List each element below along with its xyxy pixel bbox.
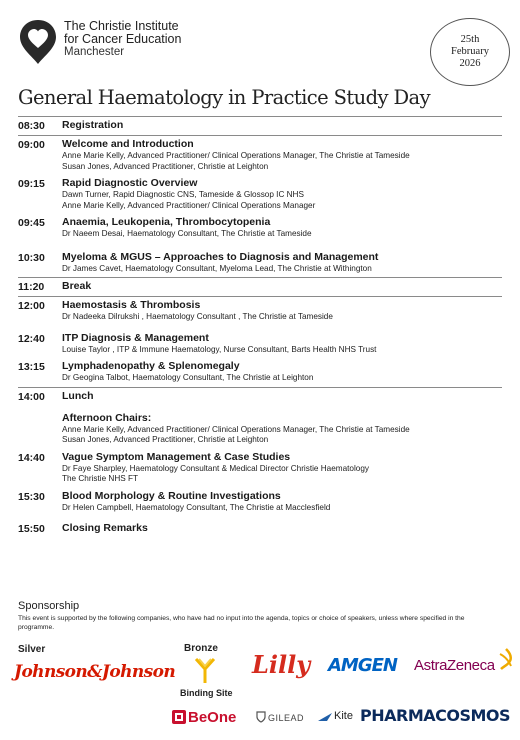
date-badge	[430, 18, 510, 86]
agenda-row	[18, 214, 502, 243]
agenda-title: Blood Morphology & Routine Investigations	[62, 489, 281, 502]
agenda-title: Closing Remarks	[62, 522, 148, 534]
sponsorship-disclaimer: This event is supported by the following companies, who have had no input into the agenda, topics or choice of speakers, unless where specified in the programme.	[18, 615, 465, 631]
gilead-logo: GILEAD	[268, 713, 305, 723]
page-title: General Haematology in Practice Study Day	[18, 86, 430, 109]
agenda-row	[18, 116, 502, 135]
agenda-item	[62, 490, 502, 514]
institute-line-2: for Cancer Education	[64, 32, 182, 46]
agenda-title: ITP Diagnosis & Management	[62, 331, 209, 344]
astrazeneca-logo: AstraZeneca	[414, 657, 495, 674]
christie-logo-icon	[18, 18, 58, 66]
binding-site-icon	[194, 657, 216, 685]
agenda-item	[62, 177, 502, 211]
agenda-row	[18, 406, 502, 449]
agenda-time: 09:45	[18, 217, 45, 229]
agenda-time: 15:30	[18, 490, 45, 503]
agenda-title: Break	[62, 280, 92, 292]
agenda-speaker: Dr Nadeeka Dilrukshi , Haematology Consultant , The Christie at Tameside	[62, 312, 333, 321]
agenda-time: 15:50	[18, 523, 45, 535]
amgen-logo: AMGEN	[328, 655, 397, 676]
agenda-title: Welcome and Introduction	[62, 138, 194, 150]
agenda-item	[62, 522, 502, 535]
agenda-row	[18, 135, 502, 175]
agenda-item	[62, 412, 502, 446]
agenda-title: Anaemia, Leukopenia, Thrombocytopenia	[62, 216, 271, 228]
agenda-time: 09:00	[18, 139, 45, 151]
agenda-row	[18, 387, 502, 406]
institute-name	[64, 20, 181, 59]
kite-icon	[318, 712, 332, 722]
agenda-title: Registration	[62, 119, 124, 131]
agenda-time: 11:20	[18, 281, 45, 293]
agenda-speaker: Dr Geogina Talbot, Haematology Consultant, The Christie at Leighton	[62, 373, 314, 382]
agenda	[18, 116, 502, 538]
beone-logo: BeOne	[188, 709, 237, 726]
agenda-item	[62, 390, 502, 403]
agenda-item	[62, 138, 502, 172]
agenda-time	[18, 412, 62, 446]
agenda-speaker: Anne Marie Kelly, Advanced Practitioner/ Clinical Operations Manager, The Christie at Tameside	[62, 151, 410, 160]
agenda-time: 14:40	[18, 451, 45, 464]
bronze-tier-label: Bronze	[184, 643, 218, 654]
date-day: 25th	[460, 34, 480, 45]
agenda-row	[18, 175, 502, 214]
agenda-row	[18, 520, 502, 538]
agenda-time: 12:40	[18, 332, 45, 345]
agenda-row	[18, 277, 502, 296]
agenda-time: 09:15	[18, 178, 45, 190]
agenda-row	[18, 358, 502, 387]
astrazeneca-symbol-icon	[498, 648, 514, 670]
agenda-speaker: Dr Naeem Desai, Haematology Consultant, The Christie at Tameside	[62, 229, 312, 238]
agenda-speaker: The Christie NHS FT	[62, 474, 138, 483]
agenda-item	[62, 280, 502, 293]
agenda-title: Afternoon Chairs:	[62, 411, 152, 424]
agenda-title: Lymphadenopathy & Splenomegaly	[62, 360, 240, 372]
institute-line-3: Manchester	[64, 46, 125, 58]
agenda-item	[62, 332, 502, 356]
agenda-row	[18, 449, 502, 488]
agenda-speaker: Louise Taylor , ITP & Immune Haematology, Nurse Consultant, Barts Health NHS Trust	[62, 344, 377, 354]
agenda-title: Lunch	[62, 389, 94, 402]
agenda-speaker: Dr Faye Sharpley, Haematology Consultant & Medical Director Christie Haematology	[62, 463, 370, 473]
agenda-speaker: Anne Marie Kelly, Advanced Practitioner/ Clinical Operations Manager	[62, 200, 316, 210]
lilly-logo: Lilly	[252, 650, 311, 679]
agenda-time: 14:00	[18, 390, 45, 403]
agenda-row	[18, 330, 502, 359]
beone-icon	[172, 710, 186, 724]
agenda-item	[62, 451, 502, 485]
kite-logo: Kite	[334, 710, 353, 722]
agenda-title: Haemostasis & Thrombosis	[62, 299, 201, 311]
agenda-time: 10:30	[18, 251, 45, 264]
agenda-title: Rapid Diagnostic Overview	[62, 177, 198, 189]
agenda-item	[62, 119, 502, 132]
agenda-item	[62, 299, 502, 323]
institute-line-1: The Christie Institute	[64, 19, 179, 33]
agenda-item	[62, 360, 502, 384]
gilead-shield-icon	[256, 711, 266, 723]
silver-tier-label: Silver	[18, 644, 46, 655]
agenda-speaker: Dr James Cavet, Haematology Consultant, Myeloma Lead, The Christie at Withington	[62, 263, 372, 273]
sponsorship-heading: Sponsorship	[18, 600, 80, 612]
agenda-speaker: Susan Jones, Advanced Practitioner, Christie at Leighton	[62, 161, 269, 171]
agenda-row	[18, 249, 502, 278]
date-month: February	[451, 46, 489, 57]
agenda-row	[18, 488, 502, 517]
agenda-title: Myeloma & MGUS – Approaches to Diagnosis and Management	[62, 250, 379, 263]
agenda-title: Vague Symptom Management & Case Studies	[62, 450, 291, 463]
johnson-and-johnson-logo: Johnson&Johnson	[14, 662, 176, 682]
agenda-item	[62, 216, 502, 240]
agenda-speaker: Susan Jones, Advanced Practitioner, Christie at Leighton	[62, 435, 269, 444]
header	[18, 14, 508, 94]
agenda-speaker: Anne Marie Kelly, Advanced Practitioner/ Clinical Operations Manager, The Christie at Tameside	[62, 424, 410, 434]
agenda-time: 08:30	[18, 120, 45, 132]
agenda-speaker: Dawn Turner, Rapid Diagnostic CNS, Tameside & Glossop IC NHS	[62, 190, 304, 199]
agenda-time: 13:15	[18, 361, 45, 373]
agenda-row	[18, 296, 502, 326]
date-year: 2026	[459, 58, 481, 69]
agenda-time: 12:00	[18, 300, 45, 312]
binding-site-logo: Binding Site	[180, 688, 233, 698]
agenda-speaker: Dr Helen Campbell, Haematology Consultant, The Christie at Macclesfield	[62, 502, 331, 512]
agenda-item	[62, 251, 502, 275]
pharmacosmos-logo: PHARMACOSMOS	[360, 706, 511, 725]
